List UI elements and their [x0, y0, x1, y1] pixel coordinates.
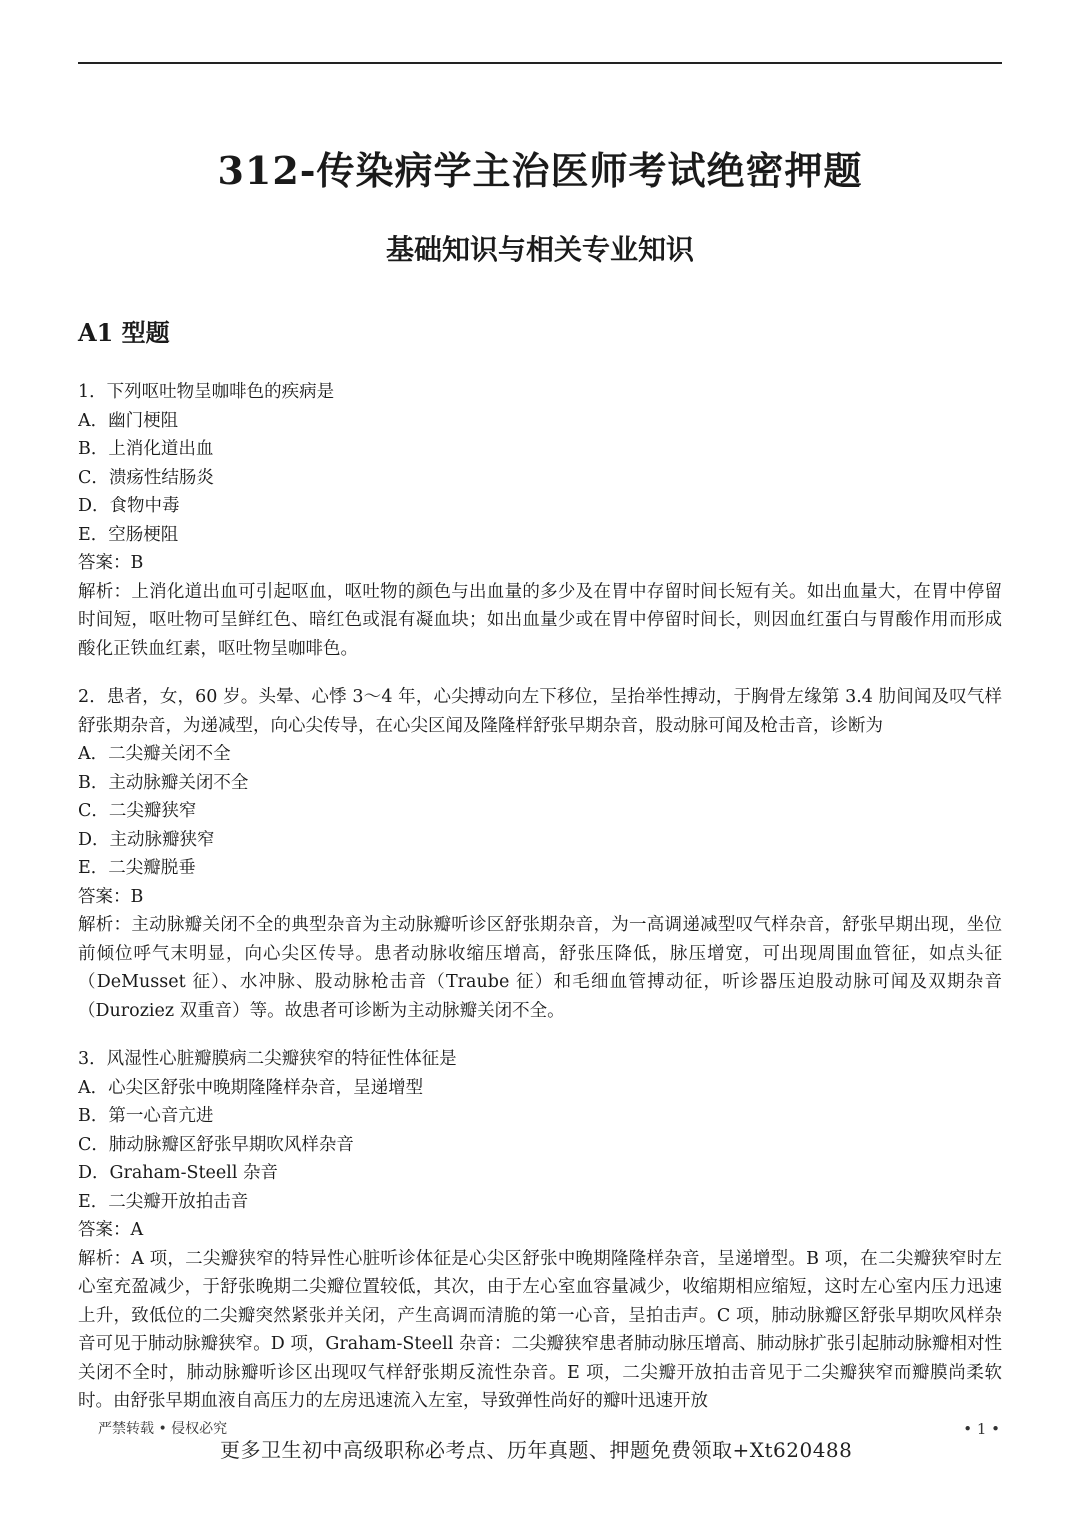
- page-number: • 1 •: [963, 1420, 1000, 1438]
- question-stem: 3．风湿性心脏瓣膜病二尖瓣狭窄的特征性体征是: [78, 1049, 457, 1069]
- answer: 答案：B: [78, 886, 144, 907]
- option-a: A．心尖区舒张中晚期隆隆样杂音，呈递增型: [78, 1077, 424, 1098]
- option-d: D．Graham-Steell 杂音: [78, 1163, 279, 1183]
- answer: 答案：B: [78, 553, 144, 573]
- copyright-notice: 严禁转载 • 侵权必究: [98, 1421, 228, 1437]
- option-d: D．主动脉瓣狭窄: [78, 829, 215, 850]
- option-c: C．肺动脉瓣区舒张早期吹风样杂音: [78, 1134, 354, 1155]
- promo-watermark: 更多卫生初中高级职称必考点、历年真题、押题免费领取+Xt620488: [220, 1438, 853, 1462]
- option-b: B．主动脉瓣关闭不全: [78, 772, 249, 793]
- option-c: C．二尖瓣狭窄: [78, 801, 197, 821]
- document-subtitle: 基础知识与相关专业知识: [385, 233, 694, 266]
- question-1: [78, 378, 1002, 663]
- section-heading: A1 型题: [78, 318, 170, 347]
- analysis: 解析：A 项，二尖瓣狭窄的特异性心脏听诊体征是心尖区舒张中晚期隆隆样杂音，呈递增型。B 项，在二尖瓣狭窄时左心室充盈减少，于舒张晚期二尖瓣位置较低，其次，由于左心室血容量减少，收缩期相应缩短，这时左心室内压力迅速上升，致低位的二尖瓣突然紧张并关闭，产生高调而清脆的第一心音，呈拍击声。C 项，肺动脉瓣区舒张早期吹风样杂音可见于肺动脉瓣狭窄。D 项，Graham-Steell 杂音：二尖瓣狭窄患者肺动脉压增高、肺动脉扩张引起肺动脉瓣相对性关闭不全时，肺动脉瓣听诊区出现叹气样舒张期反流性杂音。E 项，二尖瓣开放拍击音见于二尖瓣狭窄而瓣膜尚柔软时。由舒张早期血液自高压力的左房迅速流入左室，导致弹性尚好的瓣叶迅速开放: [78, 1248, 1002, 1411]
- option-b: B．上消化道出血: [78, 439, 214, 459]
- question-3: [78, 1045, 1002, 1416]
- analysis: 解析：上消化道出血可引起呕血，呕吐物的颜色与出血量的多少及在胃中存留时间长短有关。如出血量大，在胃中停留时间短，呕吐物可呈鲜红色、暗红色或混有凝血块；如出血量少或在胃中停留时间长，则因血红蛋白与胃酸作用而形成酸化正铁血红素，呕吐物呈咖啡色。: [78, 581, 1002, 659]
- document-title: 312-传染病学主治医师考试绝密押题: [217, 148, 863, 193]
- option-a: A．幽门梗阻: [78, 410, 179, 431]
- option-b: B．第一心音亢进: [78, 1106, 214, 1126]
- header-rule: [78, 62, 1002, 64]
- option-d: D．食物中毒: [78, 496, 180, 516]
- option-e: E．二尖瓣脱垂: [78, 858, 196, 878]
- analysis: 解析：主动脉瓣关闭不全的典型杂音为主动脉瓣听诊区舒张期杂音，为一高调递减型叹气样杂音，舒张早期出现，坐位前倾位呼气末明显，向心尖区传导。患者动脉收缩压增高，舒张压降低，脉压增宽，可出现周围血管征，如点头征（DeMusset 征）、水冲脉、股动脉枪击音（Traube 征）和毛细血管搏动征，听诊器压迫股动脉可闻及双期杂音（Duroziez 双重音）等。故患者可诊断为主动脉瓣关闭不全。: [78, 915, 1002, 1021]
- question-list: [78, 378, 1002, 1436]
- question-2: [78, 683, 1002, 1025]
- option-a: A．二尖瓣关闭不全: [78, 744, 231, 764]
- question-stem: 1．下列呕吐物呈咖啡色的疾病是: [78, 382, 335, 402]
- option-e: E．空肠梗阻: [78, 524, 179, 545]
- option-c: C．溃疡性结肠炎: [78, 467, 214, 488]
- answer: 答案：A: [78, 1220, 144, 1240]
- question-stem: 2．患者，女，60 岁。头晕、心悸 3～4 年，心尖搏动向左下移位，呈抬举性搏动，于胸骨左缘第 3.4 肋间闻及叹气样舒张期杂音，为递减型，向心尖传导，在心尖区闻及隆隆样舒张早期杂音，股动脉可闻及枪击音，诊断为: [78, 687, 1002, 736]
- option-e: E．二尖瓣开放拍击音: [78, 1191, 249, 1212]
